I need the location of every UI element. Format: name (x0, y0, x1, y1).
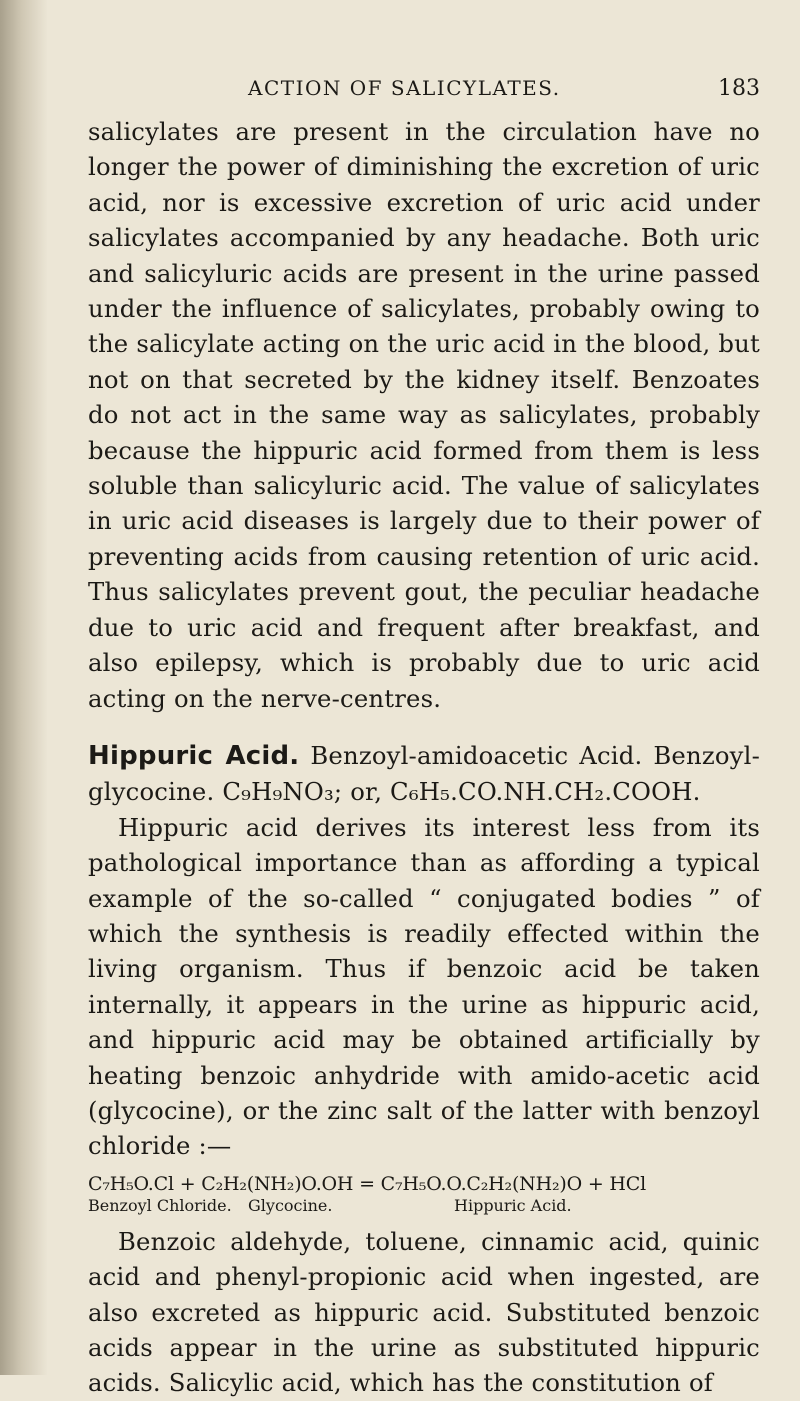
equation-label-glycocine: Glycocine. (248, 1195, 333, 1215)
closing-paragraph: Benzoic aldehyde, toluene, cinnamic acid, quinic acid and phenyl-propionic acid when ingested, are also excreted as hippuric acid. Substituted benzoic acids appear in the urine as substituted hippuric acids. Salicylic acid, which has the constitution of (88, 1226, 760, 1398)
running-title: ACTION OF SALICYLATES. (248, 76, 561, 100)
section-heading: Hippuric Acid. (88, 740, 300, 771)
equation-label-hippuric-acid: Hippuric Acid. (454, 1195, 572, 1215)
page-number: 183 (718, 76, 760, 101)
hippuric-acid-section (88, 738, 760, 1401)
section-body: Hippuric acid derives its interest less from its pathological importance than as affording a typical example of the so-called “ conjugated bodies ” of which the synthesis is readily effected within the living organism. Thus if benzoic acid be taken internally, it appears in the urine as hippuric acid, and hippuric acid may be obtained artificially by heating benzoic anhydride with amido-acetic acid (glycocine), or the zinc salt of the latter with benzoyl chloride :— (88, 812, 760, 1161)
book-page (88, 60, 760, 1401)
page-header (88, 60, 760, 104)
section-synonyms: Benzoyl-amidoacetic Acid. Benzoyl-glycocine. C₉H₉NO₃; or, C₆H₅.CO.NH.CH₂.COOH. (88, 740, 760, 807)
chemical-equation: C₇H₅O.Cl + C₂H₂(NH₂)O.OH = C₇H₅O.O.C₂H₂(NH₂)O + HCl (88, 1172, 646, 1195)
body-paragraph: salicylates are present in the circulation have no longer the power of diminishing the excretion of uric acid, nor is excessive excretion of uric acid under salicylates accompanied by any headache. Both uric and salicyluric acids are present in the urine passed under the influence of salicylates, probably owing to the salicylate acting on the uric acid in the blood, but not on that secreted by the kidney itself. Benzoates do not act in the same way as salicylates, probably because the hippuric acid formed from them is less soluble than salicyluric acid. The value of salicylates in uric acid diseases is largely due to their power of preventing acids from causing retention of uric acid. Thus salicylates prevent gout, the peculiar headache due to uric acid and frequent after breakfast, and also epilepsy, which is probably due to uric acid acting on the nerve-centres. (88, 117, 760, 713)
equation-label-benzoyl-chloride: Benzoyl Chloride. (88, 1195, 232, 1215)
equation-labels (88, 1196, 760, 1216)
page-gutter-shadow (0, 0, 48, 1375)
section-intro (88, 738, 760, 810)
